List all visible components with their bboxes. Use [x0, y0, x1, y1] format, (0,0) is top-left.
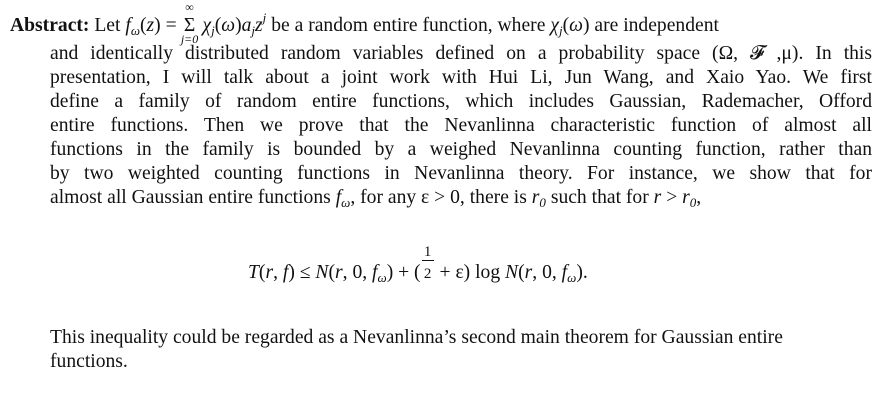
abstract-label: Abstract: [10, 15, 90, 36]
fraction-one-half [421, 244, 435, 282]
body-line-7: by two weighted counting functions in Nevanlinna theory. For instance, we show that for [50, 163, 872, 184]
summation-symbol: ∞ Σ j=0 [182, 14, 198, 38]
fraction-denominator: 2 [423, 266, 432, 282]
body-line-8 [50, 186, 701, 215]
body-line-3: presentation, I will talk about a joint work with Hui Li, Jun Wang, and Xaio Yao. We first [50, 67, 872, 88]
sum-lower-limit: j=0 [180, 32, 199, 46]
abstract-first-line [10, 0, 719, 46]
text-let: Let [94, 15, 121, 36]
sum-upper-limit: ∞ [185, 0, 194, 14]
text-random-entire: be a random entire function, where [271, 15, 546, 36]
inline-math-r0: $r_0$ [531, 187, 546, 210]
fraction-bar [422, 260, 434, 261]
inline-math-r-gt-r0: $r > r_0$, [653, 187, 702, 210]
inline-math-f-omega-z: $f_\omega(z)$ = [125, 15, 182, 38]
inline-math-series-term: $\chi_j(\omega)a_jz^j$ [202, 10, 267, 38]
conclusion-line-2: functions. [50, 351, 128, 372]
body-line-4: define a family of random entire functions, which includes Gaussian, Rademacher, Offord [50, 91, 872, 112]
text-such-that: such that for [550, 187, 649, 208]
formula-rhs: + ε) log N(r, 0, $f_\omega$). [434, 262, 588, 285]
fraction-numerator: 1 [423, 244, 432, 260]
text-for-any-epsilon: , for any ε > 0, there is [350, 187, 527, 208]
body-line-5: entire functions. Then we prove that the Nevanlinna characteristic function of almost all [50, 115, 872, 136]
text-almost-all: almost all Gaussian entire functions [50, 187, 331, 208]
formula-lhs: T(r, f) ≤ N(r, 0, $f_\omega$) + ( [248, 262, 421, 285]
display-formula [248, 244, 588, 290]
inline-math-f-omega: $f_\omega$ [335, 187, 351, 210]
inline-math-chi-j: $\chi_j(\omega)$ [550, 15, 590, 38]
body-line-2: and identically distributed random variables defined on a probability space (Ω, 𝓕 ,μ). In this [50, 43, 872, 64]
conclusion-line-1: This inequality could be regarded as a Nevanlinna’s second main theorem for Gaussian entire [50, 327, 783, 348]
text-independent: are independent [594, 15, 719, 36]
body-line-6: functions in the family is bounded by a weighed Nevanlinna counting function, rather than [50, 139, 872, 160]
